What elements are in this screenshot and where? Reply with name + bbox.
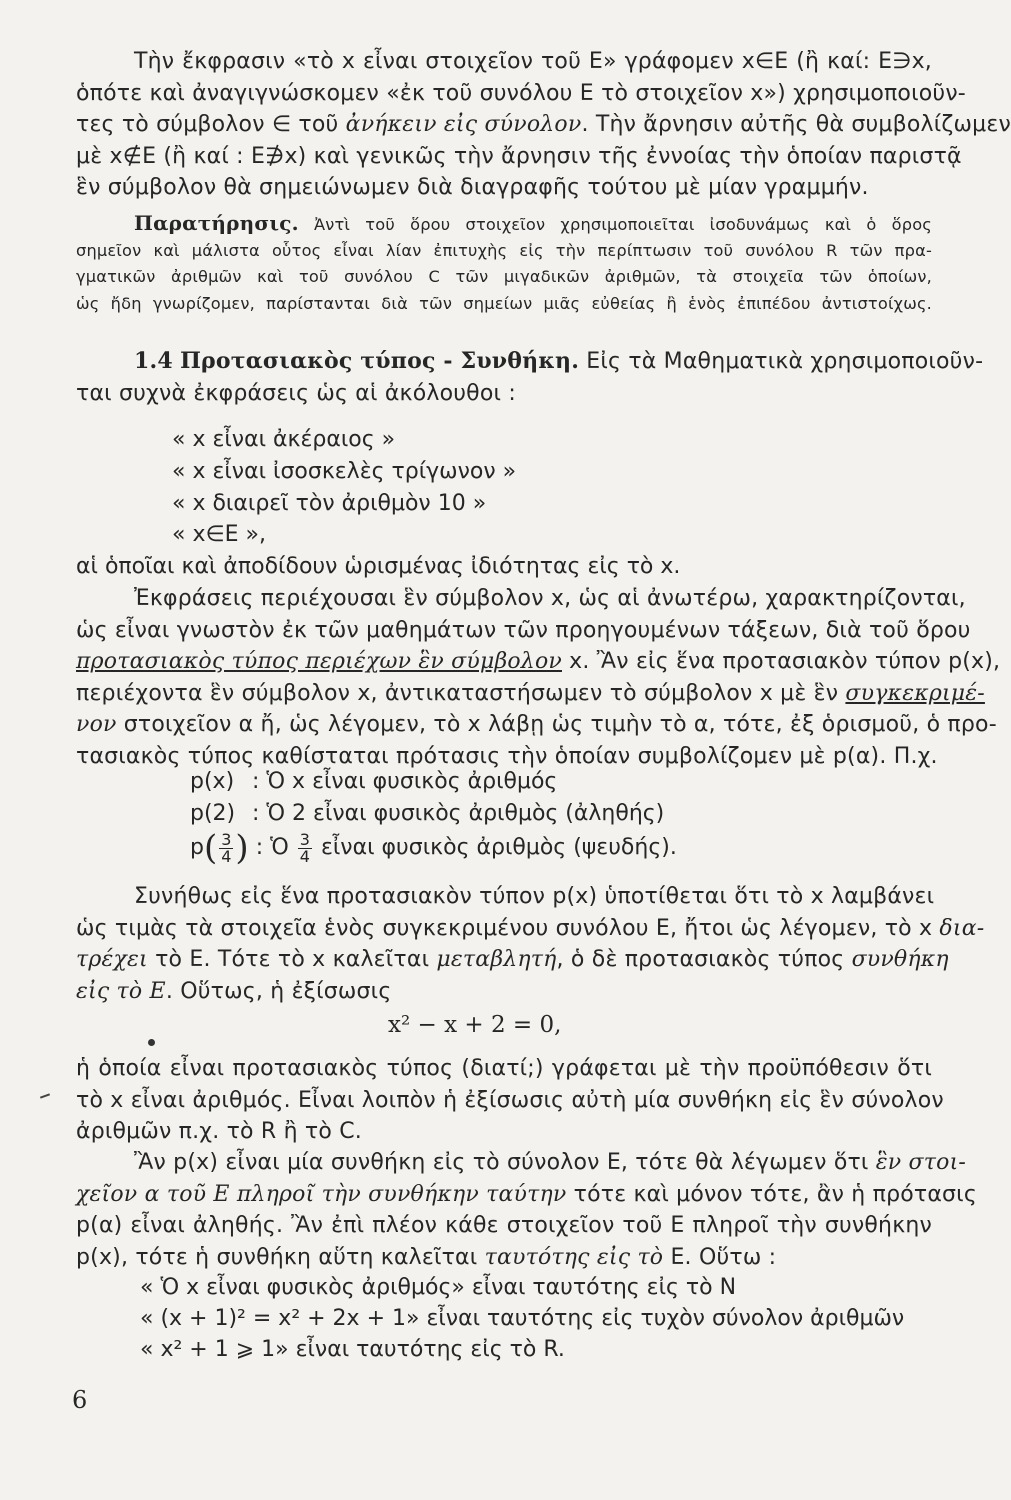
text-line: γματικῶν ἀριθμῶν καὶ τοῦ συνόλου C τῶν μιγαδικῶν ἀριθμῶν, τὰ στοιχεῖα τῶν ὁποίων, [76,267,932,287]
px-rhs: : Ὁ 2 εἶναι φυσικὸς ἀριθμὸς (ἀληθής) [252,801,665,826]
italic-term: χεῖον α τοῦ Ε πληροῖ τὴν συνθήκην ταύτην [76,1181,567,1207]
px-colon: : Ὁ [255,835,289,860]
text-line: ὡς ἤδη γνωρίζομεν, παρίστανται διὰ τῶν σημείων μιᾶς εὐθείας ἢ ἑνὸς ἐπιπέδου ἀντιστοίχως. [76,293,932,313]
identity-item: « Ὁ x εἶναι φυσικὸς ἀριθμός» εἶναι ταυτότης εἰς τὸ N [140,1275,737,1300]
fraction-denominator: 4 [221,846,232,866]
fraction-denominator: 4 [299,846,310,866]
text-line [76,1147,967,1179]
italic-term: ἓν στοι- [875,1150,967,1175]
text-line: ἀριθμῶν π.χ. τὸ R ἢ τὸ C. [76,1119,362,1145]
text-line [76,709,997,741]
text-line: Τὴν ἔκφρασιν «τὸ x εἶναι στοιχεῖον τοῦ Ε» γράφομεν x∈E (ἢ καί: E∋x, [134,49,932,74]
px-lhs: p [190,835,204,860]
italic-term: συνθήκη [851,947,949,973]
text-line: ὡς εἶναι γνωστὸν ἐκ τῶν μαθημάτων τῶν προηγουμένων τάξεων, διὰ τοῦ ὅρου [76,617,971,643]
italic-term: ταυτότης εἰς τὸ [484,1244,664,1270]
italic-term: τρέχει [76,947,148,973]
text-line: αἱ ὁποῖαι καὶ ἀποδίδουν ὡρισμένας ἰδιότητας εἰς τὸ x. [76,554,681,579]
text-line [76,1179,977,1211]
example-item: « x διαιρεῖ τὸν ἀριθμὸν 10 » [172,491,487,516]
paragraph-identity [76,1147,977,1273]
italic-term: συγκεκριμέ- [845,680,985,706]
paragraph-condition [76,881,985,1007]
section-heading-line [76,346,984,378]
italic-term: εἰς τὸ Ε [76,978,166,1004]
italic-term: ἀνήκειν εἰς σύνολον [345,112,582,138]
text-line: ται συχνὰ ἐκφράσεις ὡς αἱ ἀκόλουθοι : [76,380,516,406]
remark-heading: Παρατήρησις. [134,211,299,235]
text-run: τὸ Ε. Τότε τὸ x καλεῖται [147,947,437,973]
text-line: ἡ ὁποία εἶναι προτασιακὸς τύπος (διατί;) γράφεται μὲ τὴν προϋπόθεσιν ὅτι [76,1056,932,1081]
fraction-numerator: 3 [221,829,232,849]
text-run: Ἀντὶ τοῦ ὅρου στοιχεῖον χρησιμοποιεῖται ἰσοδυνάμως καὶ ὁ ὅρος [298,215,932,234]
remark-block [76,210,932,317]
text-line [76,678,985,710]
margin-mark [40,1093,50,1098]
text-line: τασιακὸς τύπος καθίσταται πρότασις τὴν ὁποίαν συμβολίζομεν μὲ p(α). Π.χ. [76,743,938,769]
example-item: « x εἶναι ἀκέραιος » [172,427,396,452]
text-run: Εἰς τὰ Μαθηματικὰ χρησιμοποιοῦν- [579,349,984,374]
fraction [298,829,312,866]
text-line: ὁπότε καὶ ἀναγιγνώσκομεν «ἐκ τοῦ συνόλου Ε τὸ στοιχεῖον x») χρησιμοποιοῦν- [76,80,966,106]
text-run: τες τὸ σύμβολον ∈ τοῦ [76,112,346,138]
example-item: « x εἶναι ἰσοσκελὲς τρίγωνον » [172,459,517,484]
paragraph-membership [76,46,1011,204]
text-line [76,646,1001,678]
text-line: σημεῖον καὶ μάλιστα οὗτος εἶναι λίαν ἐπιτυχὴς εἰς τὴν περίπτωσιν τοῦ συνόλου R τῶν πρα- [76,241,932,261]
paragraph-propositional-form [76,583,1001,773]
bullet-mark [148,1039,155,1046]
text-run: . Τὴν ἄρνησιν αὐτῆς θὰ συμβολίζωμεν [581,112,1011,138]
text-run: . Οὕτως, ἡ ἐξίσωσις [165,978,392,1004]
identity-item: « (x + 1)² = x² + 2x + 1» εἶναι ταυτότης εἰς τυχὸν σύνολον ἀριθμῶν [140,1306,905,1331]
paren-open: ( [203,828,218,868]
text-line [76,210,932,238]
text-run: , ὁ δὲ προτασιακὸς τύπος [556,947,852,973]
text-line: Ἐκφράσεις περιέχουσαι ἓν σύμβολον x, ὡς αἱ ἀνωτέρω, χαρακτηρίζονται, [134,586,966,611]
text-run: x. Ἂν εἰς ἕνα προτασιακὸν τύπον p(x), [561,649,1001,675]
text-line: τὸ x εἶναι ἀριθμός. Εἶναι λοιπὸν ἡ ἐξίσωσις αὐτὴ μία συνθήκη εἰς ἓν σύνολον [76,1087,944,1113]
text-line: μὲ x∉E (ἢ καί : E∌x) καὶ γενικῶς τὴν ἄρνησιν τῆς ἐννοίας τὴν ὁποίαν παριστᾷ [76,143,962,169]
text-run: p(x), τότε ἡ συνθήκη αὕτη καλεῖται [76,1244,485,1270]
text-run: Ἂν p(x) εἶναι μία συνθήκη εἰς τὸ σύνολον Ε, τότε θὰ λέγωμεν ὅτι [134,1150,876,1175]
identity-item: « x² + 1 ⩾ 1» εἶναι ταυτότης εἰς τὸ R. [140,1337,565,1362]
text-run: ὡς τιμὰς τὰ στοιχεῖα ἑνὸς συγκεκριμένου συνόλου Ε, ἤτοι ὡς λέγομεν, τὸ x [76,915,940,941]
text-line [76,109,1011,141]
italic-term: προτασιακὸς τύπος περιέχων ἓν σύμβολον [76,649,562,675]
text-run: Ε. Οὕτω : [663,1244,777,1270]
text-line [76,913,985,945]
px-example-row [190,826,677,870]
text-line: Συνήθως εἰς ἕνα προτασιακὸν τύπον p(x) ὑποτίθεται ὅτι τὸ x λαμβάνει [134,884,935,909]
px-rhs: εἶναι φυσικὸς ἀριθμὸς (ψευδής). [320,835,677,860]
italic-term: μεταβλητή [436,947,557,973]
text-line [76,1242,932,1274]
text-line: p(α) εἶναι ἀληθής. Ἂν ἐπὶ πλέον κάθε στοιχεῖον τοῦ Ε πληροῖ τὴν συνθήκην [76,1213,932,1239]
fraction [219,829,233,866]
text-run: στοιχεῖον α ἤ, ὡς λέγομεν, τὸ x λάβῃ ὡς τιμὴν τὸ α, τότε, ἐξ ὁρισμοῦ, ὁ προ- [116,712,997,738]
text-line [76,944,949,976]
italic-term: δια- [939,915,985,941]
section-number: 1.4 [134,348,173,374]
example-item: « x∈E », [172,522,266,547]
text-run: περιέχοντα ἓν σύμβολον x, ἀντικαταστήσωμεν τὸ σύμβολον x μὲ ἓν [76,680,846,706]
px-example-row [190,798,664,829]
px-lhs: p(x) [190,769,235,794]
equation: x² − x + 2 = 0, [388,1012,562,1038]
text-line [76,976,932,1008]
paragraph-equation-condition [76,1053,944,1148]
px-example-row [190,766,557,797]
px-rhs: : Ὁ x εἶναι φυσικὸς ἀριθμός [252,769,558,794]
px-lhs: p(2) [190,801,236,826]
paren-close: ) [235,828,249,868]
italic-term: νον [76,712,117,738]
text-line: ἓν σύμβολον θὰ σημειώνωμεν διὰ διαγραφῆς τούτου μὲ μίαν γραμμήν. [76,175,869,201]
section-title: Προτασιακὸς τύπος - Συνθήκη. [180,348,580,374]
section-1-4 [76,346,984,409]
page-number: 6 [72,1386,88,1414]
fraction-numerator: 3 [299,829,310,849]
text-run: τότε καὶ μόνον τότε, ἂν ἡ πρότασις [566,1181,977,1207]
